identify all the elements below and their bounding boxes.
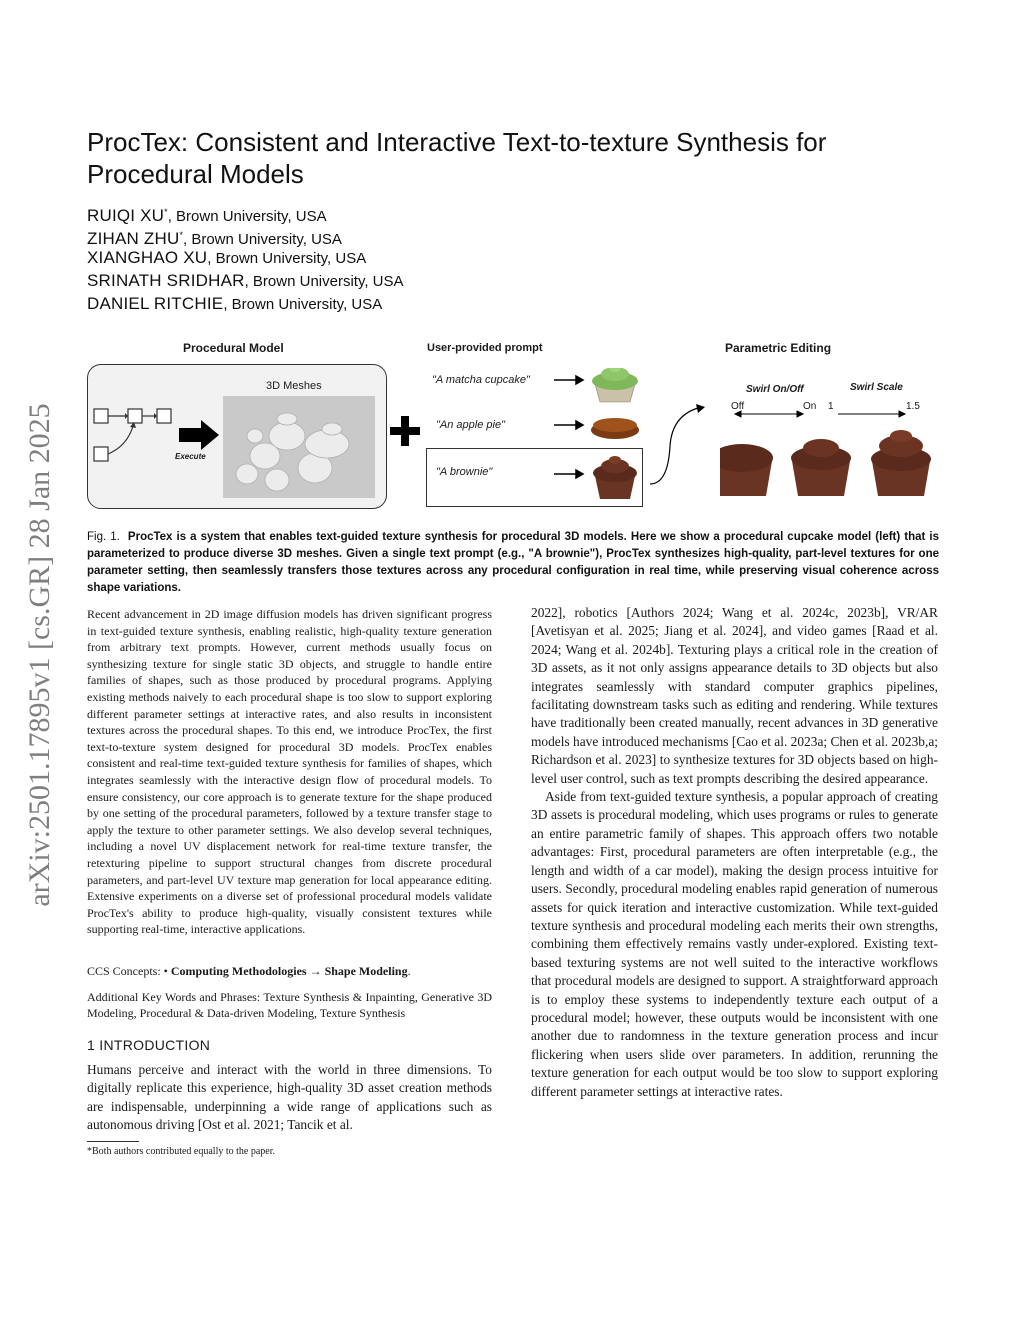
caption-label: Fig. 1. [87,531,120,543]
cupcake-swirl-scaled [871,430,931,496]
author-3 [87,247,366,270]
procedural-model-label: Procedural Model [183,341,284,355]
prompt-brownie: "A brownie" [436,466,493,478]
meshes-label: 3D Meshes [266,380,322,392]
ccs-label: CCS Concepts: • [87,964,171,978]
procedural-graph-diagram [87,364,387,510]
off-label: Off [731,401,745,412]
edge-arrow [108,426,133,454]
execute-arrow-icon [179,420,219,450]
node-box [128,409,142,423]
node-box [94,409,108,423]
footnote: *Both authors contributed equally to the paper. [87,1146,276,1157]
brownie-cupcake [593,456,637,499]
scale-min-label: 1 [828,401,834,412]
execute-label: Execute [175,452,206,461]
parametric-editing-label: Parametric Editing [725,341,832,355]
author-name: RUIQI XU [87,206,165,225]
keywords: Additional Key Words and Phrases: Texture Synthesis & Inpainting, Generative 3D Modeling, Procedural & Data-driven Modeling, Texture Synthesis [87,990,492,1020]
scale-max-label: 1.5 [906,401,920,412]
ccs-end: . [407,964,411,978]
author-affiliation: , Brown University, USA [244,273,404,290]
author-mark: * [164,207,168,217]
node-box [94,447,108,461]
prompt-header: User-provided prompt [427,342,543,354]
parametric-results [720,396,940,506]
swirl-onoff-label: Swirl On/Off [746,384,804,395]
author-mark: * [179,230,183,240]
on-label: On [803,401,817,412]
swirl-scale-label: Swirl Scale [850,382,903,393]
caption-text: ProcTex is a system that enables text-guided texture synthesis for procedural 3D models. Here we show a procedural cupcake model (left) that is parameterized to produce diverse 3D meshes. Given a single text prompt (e.g., "A brownie"), ProcTex synthesizes high-quality, part-level textures for one parameter setting, then seamlessly transfers those textures across any procedural configuration in real time, while preserving visual coherence across shape variations. [87,531,939,594]
ccs-concepts [87,963,492,979]
prompt-apple-pie: "An apple pie" [436,419,505,431]
footnote-rule [87,1141,139,1142]
teaser-figure [80,336,950,516]
author-name: DANIEL RITCHIE [87,294,224,313]
author-affiliation: , Brown University, USA [223,296,383,313]
paper-title: ProcTex: Consistent and Interactive Text-to-texture Synthesis for Procedural Models [87,127,827,189]
author-name: XIANGHAO XU [87,248,208,267]
paragraph: Aside from text-guided texture synthesis, a popular approach of creating 3D assets is procedural modeling, which uses programs or rules to generate an entire parametric family of shapes. This approach offers two notable advantages: First, procedural parameters are often interpretable (e.g., the length and width of a car model), making the design process intuitive for users. Secondly, procedural modeling enables rapid generation of numerous assets for quick iteration and interactive customization. While text-guided texture synthesis and procedural modeling each merits their own strengths, combining them effectively remains vastly under-explored. Existing text-based texturing systems are not well suited to the interactive workflows that procedural models are designed to support. A straightforward approach is to employ these systems to independently texture each output of a procedural model; however, these outputs would be inconsistent with one another due to randomness in the texture generation process and incur flickering when users slide over parameters. In addition, rerunning the texture generation for each output would be too slow to support exploring different parameter settings at interactive rates. [531,789,938,1099]
prompt-matcha: "A matcha cupcake" [432,374,530,386]
ccs-concept: Computing Methodologies → Shape Modeling [170,964,408,978]
author-name: SRINATH SRIDHAR [87,271,245,290]
node-box [157,409,171,423]
author-affiliation: , Brown University, USA [167,208,327,225]
paragraph: 2022], robotics [Authors 2024; Wang et al. 2024c, 2023b], VR/AR [Avetisyan et al. 2025; Jiang et al. 2024], and video games [Raad et al. 2024; Wang et al. 2024b]. Texturing plays a critical role in the creation of 3D assets, as it not only assigns appearance details to 3D objects but also integrates seamlessly with standard computer graphics pipelines, facilitating downstream tasks such as editing and rendering. While textures have traditionally been created manually, recent advances in 3D generative models have introduced mechanisms [Cao et al. 2023a; Chen et al. 2023b,a; Richardson et al. 2023] to synthesize textures for 3D objects based on high-level user control, such as text prompts describing the desired appearance. [531,605,938,786]
plus-icon [388,414,422,448]
cupcake-swirl-off [720,444,773,496]
right-column [531,604,938,1101]
author-4 [87,270,404,293]
arxiv-stamp-text: arXiv:2501.17895v1 [cs.GR] 28 Jan 2025 [23,403,56,907]
connector-arrow [648,376,718,496]
figure-caption [87,529,939,597]
author-affiliation: , Brown University, USA [207,250,367,267]
author-5 [87,293,382,316]
arxiv-side-stamp [18,365,62,945]
introduction-paragraph: Humans perceive and interact with the world in three dimensions. To digitally replicate this experience, high-quality 3D asset creation methods are indispensable, underpinning a wide range of applications such as autonomous driving [Ost et al. 2021; Tancik et al. [87,1062,492,1133]
apple-pie [591,418,639,439]
section-heading-introduction: 1 INTRODUCTION [87,1037,211,1053]
matcha-cupcake [592,368,638,402]
author-affiliation: , Brown University, USA [182,231,342,248]
cupcake-swirl-on [791,439,851,496]
author-name: ZIHAN ZHU [87,229,180,248]
abstract: Recent advancement in 2D image diffusion models has driven significant progress in text-guided texture synthesis, enabling realistic, high-quality texture generation from arbitrary text prompts. However, current methods usually focus on synthesizing texture for single static 3D objects, and struggle to handle entire families of shapes, such as those produced by procedural programs. Applying existing methods naively to each procedural shape is too slow to support exploring different parameter settings at interactive rates, and also results in inconsistent textures across the procedural shapes. To this end, we introduce ProcTex, the first text-to-texture system designed for procedural 3D models. ProcTex enables consistent and real-time text-guided texture synthesis for families of shapes, which integrates seamlessly with the interactive design flow of procedural models. To ensure consistency, our core approach is to generate texture for the shape produced by one setting of the procedural parameters, followed by a texture transfer stage to apply the texture to other parameter settings. We also develop several techniques, including a novel UV displacement network for real-time texture transfer, the retexturing pipeline to support structural changes from discrete procedural parameters, and part-level UV texture map generation for local appearance editing. Extensive experiments on a diverse set of professional procedural models validate ProcTex's ability to produce high-quality, visually consistent textures while supporting real-time, interactive applications. [87,607,492,937]
